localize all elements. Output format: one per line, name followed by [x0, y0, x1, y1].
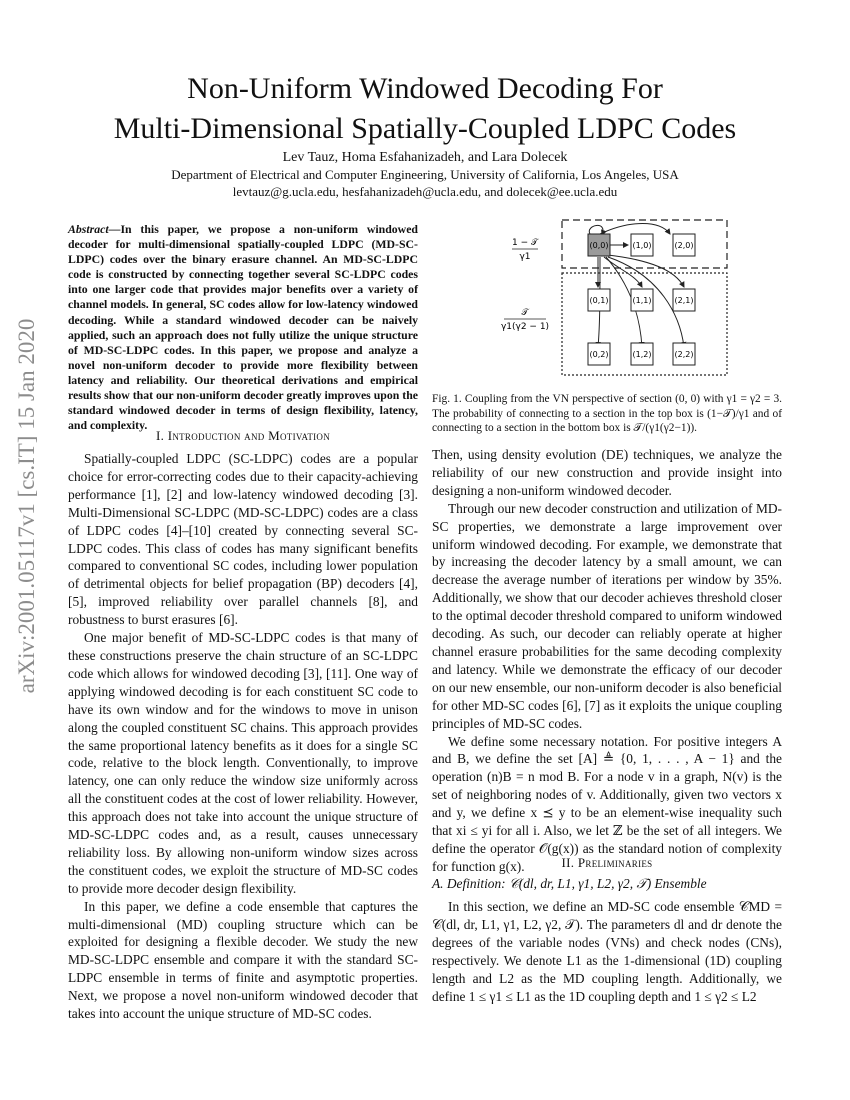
node-2-1	[673, 289, 695, 311]
node-1-2	[631, 343, 653, 365]
node-1-0	[631, 234, 653, 256]
bottom-prob-denominator: γ1(γ2 − 1)	[500, 322, 550, 332]
top-prob-numerator: 1 − 𝒯	[512, 238, 538, 248]
section-heading-introduction: I. Introduction and Motivation	[155, 428, 331, 443]
svg-text:(0,1): (0,1)	[589, 296, 609, 305]
svg-text:(2,0): (2,0)	[674, 241, 694, 250]
top-prob-denominator: γ1	[519, 252, 531, 262]
section-heading-preliminaries: II. Preliminaries	[561, 855, 653, 870]
node-0-1	[588, 289, 610, 311]
abstract-lead: Abstract	[68, 222, 109, 236]
svg-text:(1,1): (1,1)	[632, 296, 652, 305]
paragraph: Then, using density evolution (DE) techniques, we analyze the reliability of our new construction and provide insight into designing a non-uniform windowed decoder.	[432, 447, 782, 498]
author-emails: levtauz@g.ucla.edu, hesfahanizadeh@ucla.edu, and dolecek@ee.ucla.edu	[232, 184, 618, 199]
left-column-body	[68, 450, 418, 1023]
node-0-0	[588, 234, 610, 256]
figure-coupling-diagram	[500, 215, 730, 380]
paragraph: In this section, we define an MD-SC code ensemble 𝒞MD = 𝒞(dl, dr, L1, γ1, L2, γ2, 𝒯). The parameters dl and dr denote the degrees of the variable nodes (VNs) and check nodes (CNs), respectively. We denote L1 as the 1-dimensional (1D) coupling length and L2 as the MD coupling length. Additionally, we define 1 ≤ γ1 ≤ L1 as the 1D coupling depth and 1 ≤ γ2 ≤ L2	[432, 899, 782, 1004]
abstract-body: —In this paper, we propose a non-uniform windowed decoder for multi-dimensional spatially-coupled LDPC (MD-SC-LDPC) codes over the binary erasure channel. An MD-SC-LDPC code is constructed by connecting together several SC-LDPC codes into one larger code that provides major benefits over a variety of channel models. In general, SC codes allow for low-latency windowed decoding. While a standard windowed decoder can be naively applied, such an approach does not fully utilize the unique structure of MD-SC-LDPC codes. In this paper, we propose and analyze a novel non-uniform decoder to provide more flexibility between latency and reliability. Our theoretical derivations and empirical results show that our non-uniform decoder greatly improves upon the standard windowed decoder in terms of design flexibility, latency, and complexity.	[68, 222, 418, 433]
abstract	[68, 222, 418, 433]
arxiv-stamp: arXiv:2001.05117v1 [cs.IT] 15 Jan 2020	[14, 318, 39, 694]
author-list: Lev Tauz, Homa Esfahanizadeh, and Lara Dolecek	[282, 150, 568, 165]
affiliation: Department of Electrical and Computer Engineering, University of California, Los Angeles, USA	[171, 167, 679, 182]
svg-text:(1,0): (1,0)	[632, 241, 652, 250]
node-2-0	[673, 234, 695, 256]
subsection-heading-definition: A. Definition: 𝒞(dl, dr, L1, γ1, L2, γ2, 𝒯) Ensemble	[432, 876, 707, 891]
paper-title-line-2: Multi-Dimensional Spatially-Coupled LDPC Codes	[113, 112, 737, 145]
svg-text:(0,0): (0,0)	[589, 241, 609, 250]
paragraph: One major benefit of MD-SC-LDPC codes is that many of these constructions preserve the chain structure of an SC-LDPC code which allows for windowed decoding [3], [11]. One way of applying windowed decoding is for each constituent SC code to have its own window and for the windows to move in unison along the coupled constituent SC chains. This approach provides the same proportional latency benefits as it does for a single SC code, relative to the block length. Conventionally, to improve latency, one can only reduce the window size uniformly across all the constituent codes at the cost of lower reliability. However, this approach does not take into account the unique structure of MD-SC-LDPC codes and, as a result, causes unnecessary reliability loss. By allowing non-uniform window sizes across the constituent codes, we exploit the structure of MD-SC codes to provide more decoder design flexibility.	[68, 630, 418, 896]
paper-title-line-1: Non-Uniform Windowed Decoding For	[187, 72, 663, 105]
svg-text:(2,1): (2,1)	[674, 296, 694, 305]
right-column-final	[432, 898, 782, 1005]
paragraph: In this paper, we define a code ensemble that captures the multi-dimensional (MD) coupling structure which can be exploited for designing a flexible decoder. We study the new MD-SC-LDPC ensemble and compare it with the standard SC-LDPC ensemble in terms of finite and asymptotic properties. Next, we propose a novel non-uniform windowed decoder that takes into account the unique structure of MD-SC codes.	[68, 898, 418, 1022]
node-1-1	[631, 289, 653, 311]
svg-text:(1,2): (1,2)	[632, 350, 652, 359]
figure-caption: Fig. 1. Coupling from the VN perspective of section (0, 0) with γ1 = γ2 = 3. The probability of connecting to a section in the top box is (1−𝒯)/γ1 and of connecting to a section in the bottom box is 𝒯/(γ1(γ2−1)).	[432, 393, 782, 434]
paragraph: We define some necessary notation. For positive integers A and B, we define the set [A] ≜ {0, 1, . . . , A − 1} and the operation (n)B = n mod B. For a node v in a graph, N(v) is the set of neighboring nodes of v. Additionally, given two vectors x and y, we define x ⪯ y to be an element-wise inequality such that xi ≤ yi for all i. Also, we let ℤ be the set of all integers. We define the operator 𝒪(g(x)) as the standard notion of complexity for function g(x).	[432, 733, 782, 874]
right-column-body	[432, 446, 782, 876]
node-0-2	[588, 343, 610, 365]
paragraph: Through our new decoder construction and utilization of MD-SC properties, we demonstrate a large improvement over uniform windowed decoding. For example, we demonstrate that by increasing the decoder latency by a small amount, we can decrease the average number of iterations per window by 35%. Additionally, we show that our decoder achieves threshold closer to the optimal decoder threshold compared to uniform windowed decoding. As such, our decoder can reliably operate at higher channel erasure probabilities for the same decoding complexity and latency. While we demonstrate the efficacy of our decoder on our new ensemble, our non-uniform decoder is also beneficial for other MD-SC codes [6], [7] as it exploits the unique coupling principles of MD-SC codes.	[432, 500, 782, 731]
paragraph: Spatially-coupled LDPC (SC-LDPC) codes are a popular choice for error-correcting codes due to their capacity-achieving performance [1], [2] and low-latency windowed decoding [3]. Multi-Dimensional SC-LDPC (MD-SC-LDPC) codes are a class of LDPC codes [4]–[10] created by connecting several SC-LDPC codes. This class of codes has many significant benefits compared to conventional SC codes, including lower population of detrimental objects for belief propagation (BP) decoders [4], [5], improved reliability over parallel channels [8], and robustness to burst erasures [6].	[68, 451, 418, 628]
bottom-prob-numerator: 𝒯	[521, 308, 529, 318]
node-2-2	[673, 343, 695, 365]
svg-text:(0,2): (0,2)	[589, 350, 609, 359]
svg-text:(2,2): (2,2)	[674, 350, 694, 359]
